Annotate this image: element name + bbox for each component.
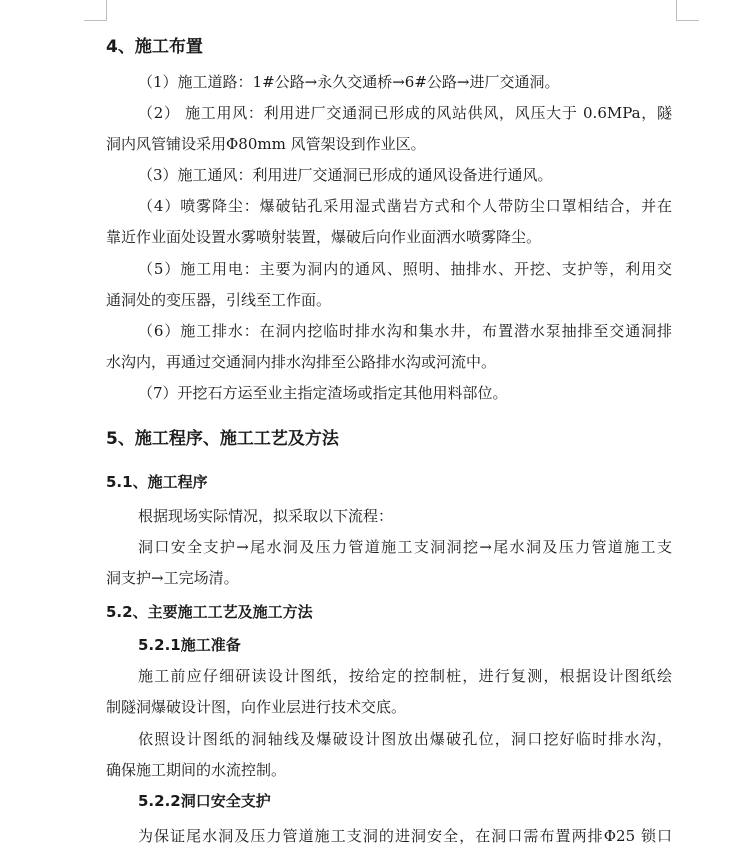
item-6-line-1: （6）施工排水：在洞内挖临时排水沟和集水井，布置潜水泵抽排至交通洞排 <box>138 322 672 340</box>
item-7-line-1: （7）开挖石方运至业主指定渣场或指定其他用料部位。 <box>138 384 508 402</box>
item-2-line-1: （2） 施工用风：利用进厂交通洞已形成的风站供风，风压大于 0.6MPa，隧 <box>138 104 672 122</box>
page-corner-mark-top-right <box>676 0 699 21</box>
item-4-line-2: 靠近作业面处设置水雾喷射装置，爆破后向作业面洒水喷雾降尘。 <box>106 228 542 246</box>
item-6-line-2: 水沟内，再通过交通洞内排水沟排至公路排水沟或河流中。 <box>106 353 497 371</box>
section-4-heading: 4、施工布置 <box>106 37 203 57</box>
page-corner-mark-top-left <box>84 0 107 21</box>
section-5-2-heading: 5.2、主要施工工艺及施工方法 <box>106 603 313 621</box>
section-5-2-2-paragraph-1-line-1: 为保证尾水洞及压力管道施工支洞的进洞安全，在洞口需布置两排Φ25 锁口 <box>138 827 672 845</box>
section-5-2-2-heading: 5.2.2洞口安全支护 <box>138 792 271 810</box>
section-5-heading: 5、施工程序、施工工艺及方法 <box>106 429 339 449</box>
section-5-2-1-paragraph-1-line-2: 制隧洞爆破设计图，向作业层进行技术交底。 <box>106 698 407 716</box>
section-5-2-1-paragraph-1-line-1: 施工前应仔细研读设计图纸，按给定的控制桩，进行复测，根据设计图纸绘 <box>138 667 672 685</box>
section-5-1-heading: 5.1、施工程序 <box>106 473 208 491</box>
section-5-2-1-heading: 5.2.1施工准备 <box>138 636 241 654</box>
item-1-line-1: （1）施工道路：1#公路→永久交通桥→6#公路→进厂交通洞。 <box>138 73 560 91</box>
item-3-line-1: （3）施工通风：利用进厂交通洞已形成的通风设备进行通风。 <box>138 166 553 184</box>
section-5-1-paragraph-2-line-2: 洞支护→工完场清。 <box>106 569 239 587</box>
section-5-1-paragraph-2-line-1: 洞口安全支护→尾水洞及压力管道施工支洞洞挖→尾水洞及压力管道施工支 <box>138 538 672 556</box>
section-5-2-1-paragraph-2-line-1: 依照设计图纸的洞轴线及爆破设计图放出爆破孔位，洞口挖好临时排水沟， <box>138 730 672 748</box>
item-5-line-2: 通洞处的变压器，引线至工作面。 <box>106 291 332 309</box>
item-2-line-2: 洞内风管铺设采用Φ80mm 风管架设到作业区。 <box>106 135 426 153</box>
section-5-2-1-paragraph-2-line-2: 确保施工期间的水流控制。 <box>106 761 287 779</box>
section-5-1-paragraph-1: 根据现场实际情况，拟采取以下流程： <box>138 507 394 525</box>
item-5-line-1: （5）施工用电：主要为洞内的通风、照明、抽排水、开挖、支护等，利用交 <box>138 260 672 278</box>
item-4-line-1: （4）喷雾降尘：爆破钻孔采用湿式凿岩方式和个人带防尘口罩相结合，并在 <box>138 197 672 215</box>
